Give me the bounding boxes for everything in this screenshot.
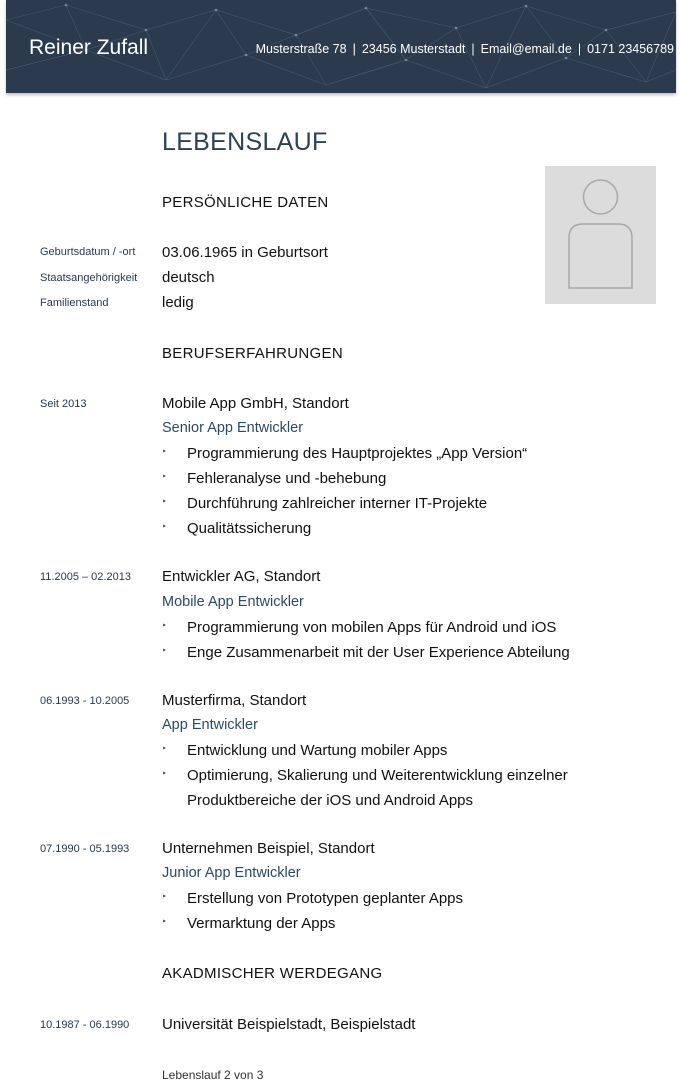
bullet-icon: ‣ [162, 621, 167, 630]
bullet-icon: ‣ [162, 472, 167, 481]
candidate-name: Reiner Zufall [29, 36, 149, 59]
section-heading-personal: PERSÖNLICHE DATEN [162, 194, 329, 211]
bullet-icon: ‣ [162, 522, 167, 531]
education-period: 10.1987 - 06.1990 [40, 1019, 130, 1031]
section-heading-experience: BERUFSERFAHRUNGEN [162, 345, 343, 362]
bullet-icon: ‣ [162, 646, 167, 655]
personal-label: Staatsangehörigkeit [40, 272, 138, 284]
bullet-icon: ‣ [162, 744, 167, 753]
job-role: Mobile App Entwickler [162, 594, 304, 610]
person-silhouette-icon [545, 166, 656, 304]
personal-label: Geburtsdatum / -ort [40, 246, 136, 258]
contact-line [256, 42, 674, 56]
contact-separator: | [471, 42, 475, 56]
personal-value: 03.06.1965 in Geburtsort [162, 244, 328, 261]
bullet-icon: ‣ [162, 892, 167, 901]
bullet-icon: ‣ [162, 447, 167, 456]
job-role: App Entwickler [162, 717, 258, 733]
job-role: Senior App Entwickler [162, 420, 304, 436]
photo-placeholder [545, 166, 656, 304]
personal-label: Familienstand [40, 297, 109, 309]
page-counter: Lebenslauf 2 von 3 [162, 1068, 264, 1082]
job-period: 07.1990 - 05.1993 [40, 843, 130, 855]
bullet-icon: ‣ [162, 769, 167, 778]
contact-separator: | [577, 42, 582, 56]
bullet-icon: ‣ [162, 497, 167, 506]
job-company: Mobile App GmbH, Standort [162, 395, 349, 412]
job-company: Musterfirma, Standort [162, 692, 307, 709]
contact-city: 23456 Musterstadt [361, 42, 466, 56]
contact-street: Musterstraße 78 [255, 42, 347, 56]
contact-phone[interactable]: 0171 23456789 [587, 42, 674, 56]
job-role: Junior App Entwickler [162, 865, 301, 881]
job-period: 06.1993 - 10.2005 [40, 695, 130, 707]
bullet-icon: ‣ [162, 917, 167, 926]
document-title: LEBENSLAUF [162, 128, 328, 156]
job-company: Unternehmen Beispiel, Standort [162, 840, 375, 857]
job-period: Seit 2013 [40, 398, 87, 410]
job-period: 11.2005 – 02.2013 [40, 571, 131, 583]
contact-email[interactable]: Email@email.de [480, 42, 572, 56]
job-company: Entwickler AG, Standort [162, 568, 321, 585]
education-institution: Universität Beispielstadt, Beispielstadt [162, 1016, 416, 1033]
section-heading-education: AKADMISCHER WERDEGANG [162, 965, 383, 982]
personal-value: deutsch [162, 269, 215, 286]
contact-separator: | [352, 42, 356, 56]
header-banner [6, 0, 676, 93]
personal-value: ledig [162, 294, 194, 311]
